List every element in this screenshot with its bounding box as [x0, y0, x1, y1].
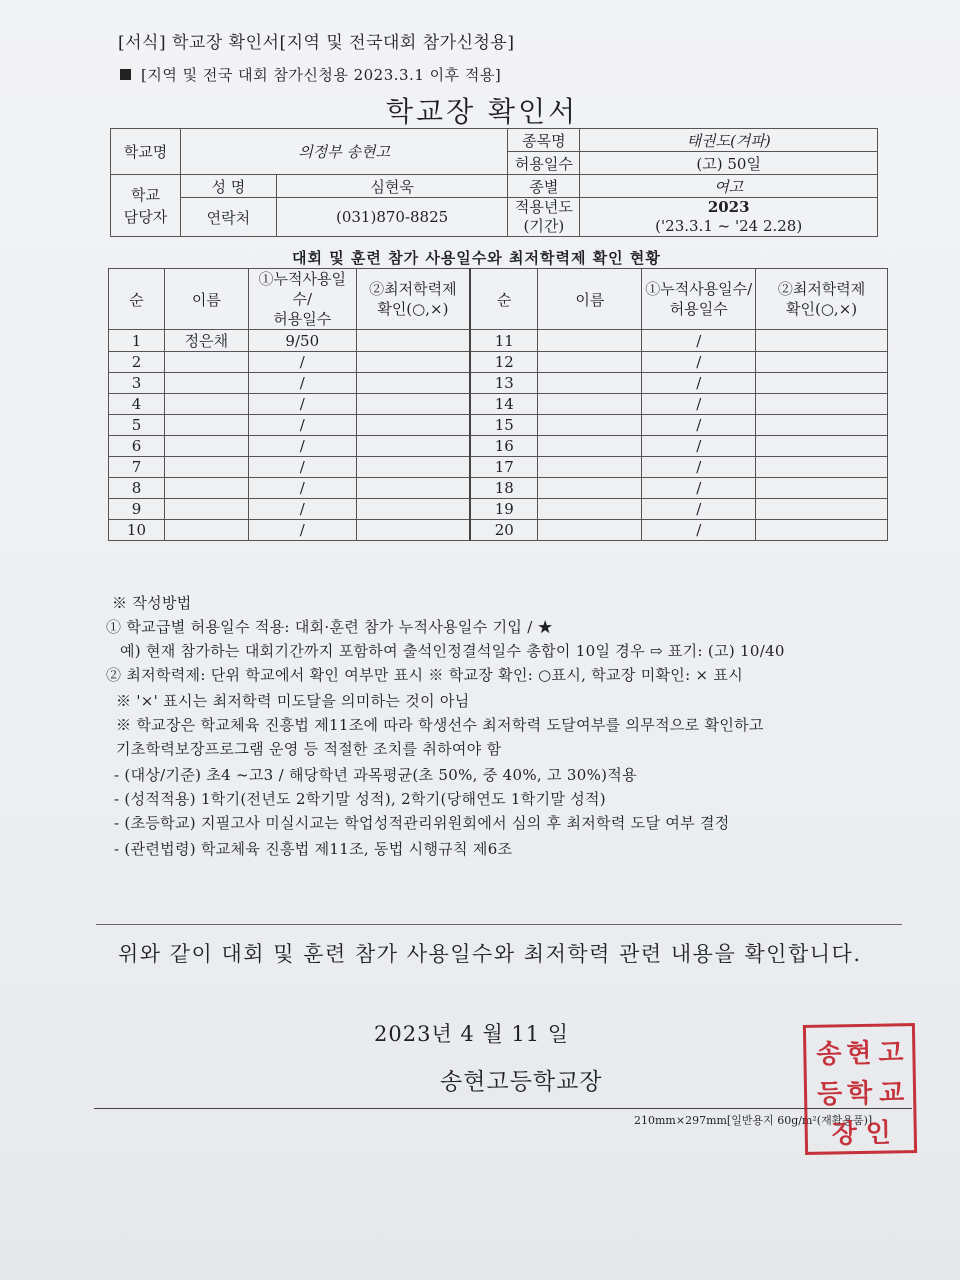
row-name — [538, 415, 642, 436]
row-days: / — [642, 520, 756, 541]
row-check — [756, 352, 888, 373]
table-row — [109, 352, 888, 373]
row-no: 15 — [470, 415, 538, 436]
table-row — [109, 478, 888, 499]
row-no: 6 — [109, 436, 165, 457]
row-no: 19 — [470, 499, 538, 520]
year-cell — [580, 198, 878, 237]
type-label: 종별 — [508, 175, 580, 198]
row-no: 10 — [109, 520, 165, 541]
row-days: / — [248, 352, 356, 373]
row-no: 7 — [109, 457, 165, 478]
applies-to-text: [지역 및 전국 대회 참가신청용 2023.3.1 이후 적용] — [141, 66, 502, 84]
row-check — [356, 373, 470, 394]
row-days: / — [642, 478, 756, 499]
row-no: 20 — [470, 520, 538, 541]
row-days: / — [248, 499, 356, 520]
header-name: 이름 — [538, 269, 642, 330]
table-row — [109, 499, 888, 520]
row-no: 8 — [109, 478, 165, 499]
table-row — [109, 394, 888, 415]
header-no: 순 — [109, 269, 165, 330]
row-check — [756, 499, 888, 520]
school-seal-stamp: 송 현 고 등 학 교 장 인 — [803, 1023, 917, 1155]
row-days: / — [642, 436, 756, 457]
name-label: 성 명 — [180, 175, 276, 198]
school-name-label: 학교명 — [111, 129, 181, 175]
row-days: 9/50 — [248, 330, 356, 352]
header-name: 이름 — [164, 269, 248, 330]
manager-label: 학교 담당자 — [111, 175, 181, 237]
row-days: / — [642, 330, 756, 352]
row-name — [164, 499, 248, 520]
divider — [94, 1108, 912, 1109]
notes-heading: ※ 작성방법 — [112, 594, 192, 612]
name-value: 심현욱 — [276, 175, 508, 198]
header-check: ②최저학력제 확인(○,×) — [756, 269, 888, 330]
row-check — [356, 330, 470, 352]
year-value: 2023 — [707, 198, 750, 216]
row-no: 5 — [109, 415, 165, 436]
note-line: ② 최저학력제: 단위 학교에서 확인 여부만 표시 ※ 학교장 확인: ○표시, 학교장 미확인: × 표시 — [106, 666, 744, 684]
row-no: 18 — [470, 478, 538, 499]
row-name — [164, 478, 248, 499]
paper-spec: 210mm×297mm[일반용지 60g/m²(재활용품)] — [634, 1114, 873, 1127]
header-days: ①누적사용일수/ 허용일수 — [248, 269, 356, 330]
row-check — [356, 436, 470, 457]
row-days: / — [642, 499, 756, 520]
row-name — [538, 352, 642, 373]
row-no: 1 — [109, 330, 165, 352]
row-name — [164, 457, 248, 478]
note-line: 예) 현재 참가하는 대회기간까지 포함하여 출석인정결석일수 총합이 10일 경우 ⇨ 표기: (고) 10/40 — [120, 642, 785, 660]
principal-signature-line: 송현고등학교장 — [440, 1069, 603, 1095]
row-days: / — [642, 394, 756, 415]
row-check — [756, 330, 888, 352]
row-check — [756, 478, 888, 499]
row-name — [538, 394, 642, 415]
row-name — [164, 415, 248, 436]
row-check — [756, 415, 888, 436]
table-row — [109, 373, 888, 394]
usage-count-table — [108, 268, 888, 541]
row-days: / — [642, 415, 756, 436]
table-row — [109, 436, 888, 457]
note-line: ※ 학교장은 학교체육 진흥법 제11조에 따라 학생선수 최저학력 도달여부를 의무적으로 확인하고 — [116, 716, 764, 734]
row-name — [538, 330, 642, 352]
row-name — [538, 499, 642, 520]
row-check — [356, 520, 470, 541]
row-days: / — [248, 520, 356, 541]
applies-to-line — [120, 64, 501, 85]
row-check — [756, 373, 888, 394]
row-check — [356, 415, 470, 436]
table-row — [109, 520, 888, 541]
note-line: 기초학력보장프로그램 운영 등 적절한 조치를 취하여야 함 — [116, 740, 502, 758]
row-days: / — [248, 394, 356, 415]
year-label: 적용년도 (기간) — [508, 198, 580, 237]
row-check — [756, 436, 888, 457]
note-line: - (대상/기준) 초4 ~고3 / 해당학년 과목평균(초 50%, 중 40%, 고 30%)적용 — [114, 766, 637, 784]
row-days: / — [248, 457, 356, 478]
row-days: / — [248, 373, 356, 394]
type-value: 여고 — [580, 175, 878, 198]
period-value: ('23.3.1 ~ '24 2.28) — [655, 217, 803, 235]
row-name — [164, 520, 248, 541]
allowed-days-value: (고) 50일 — [580, 152, 878, 175]
school-info-table — [110, 128, 878, 237]
row-no: 17 — [470, 457, 538, 478]
note-line: ① 학교급별 허용일수 적용: 대회·훈련 참가 누적사용일수 기입 / ★ — [106, 618, 553, 636]
row-name — [164, 373, 248, 394]
row-no: 4 — [109, 394, 165, 415]
row-days: / — [642, 352, 756, 373]
row-check — [356, 394, 470, 415]
row-no: 16 — [470, 436, 538, 457]
table-header-row — [109, 269, 888, 330]
row-check — [356, 352, 470, 373]
row-name — [538, 457, 642, 478]
header-check: ②최저학력제 확인(○,×) — [356, 269, 470, 330]
row-days: / — [248, 415, 356, 436]
row-name — [538, 436, 642, 457]
row-no: 3 — [109, 373, 165, 394]
contact-value: (031)870-8825 — [276, 198, 508, 237]
row-no: 12 — [470, 352, 538, 373]
row-no: 11 — [470, 330, 538, 352]
row-days: / — [642, 457, 756, 478]
note-line: - (관련법령) 학교체육 진흥법 제11조, 동법 시행규칙 제6조 — [114, 840, 513, 858]
header-no: 순 — [470, 269, 538, 330]
row-name: 정은채 — [164, 330, 248, 352]
divider — [96, 924, 902, 925]
table-row — [109, 330, 888, 352]
row-name — [538, 520, 642, 541]
allowed-days-label: 허용일수 — [508, 152, 580, 175]
count-table-title: 대회 및 훈련 참가 사용일수와 최저학력제 확인 현황 — [292, 249, 661, 267]
school-name-value: 의정부 송현고 — [180, 129, 508, 175]
square-bullet-icon — [120, 69, 131, 80]
row-check — [356, 457, 470, 478]
row-no: 14 — [470, 394, 538, 415]
row-check — [756, 394, 888, 415]
sport-value: 태권도(겨파) — [580, 129, 878, 152]
note-line: ※ '×' 표시는 최저학력 미도달을 의미하는 것이 아님 — [116, 692, 470, 710]
table-row — [109, 415, 888, 436]
form-label: [서식] 학교장 확인서[지역 및 전국대회 참가신청용] — [118, 33, 515, 53]
row-check — [356, 478, 470, 499]
contact-label: 연락처 — [180, 198, 276, 237]
note-line: - (성적적용) 1학기(전년도 2학기말 성적), 2학기(당해연도 1학기말 성적) — [114, 790, 606, 808]
sport-label: 종목명 — [508, 129, 580, 152]
row-days: / — [248, 436, 356, 457]
row-name — [538, 373, 642, 394]
row-name — [538, 478, 642, 499]
row-name — [164, 436, 248, 457]
row-name — [164, 352, 248, 373]
row-no: 9 — [109, 499, 165, 520]
header-days: ①누적사용일수/ 허용일수 — [642, 269, 756, 330]
row-check — [756, 457, 888, 478]
row-check — [756, 520, 888, 541]
row-days: / — [642, 373, 756, 394]
note-line: - (초등학교) 지필고사 미실시교는 학업성적관리위원회에서 심의 후 최저학력 도달 여부 결정 — [114, 814, 730, 832]
row-no: 13 — [470, 373, 538, 394]
issue-date: 2023년 4 월 11 일 — [374, 1022, 570, 1046]
confirmation-text: 위와 같이 대회 및 훈련 참가 사용일수와 최저학력 관련 내용을 확인합니다. — [118, 942, 862, 966]
row-check — [356, 499, 470, 520]
row-name — [164, 394, 248, 415]
row-days: / — [248, 478, 356, 499]
page-title: 학교장 확인서 — [386, 95, 579, 128]
row-no: 2 — [109, 352, 165, 373]
table-row — [109, 457, 888, 478]
